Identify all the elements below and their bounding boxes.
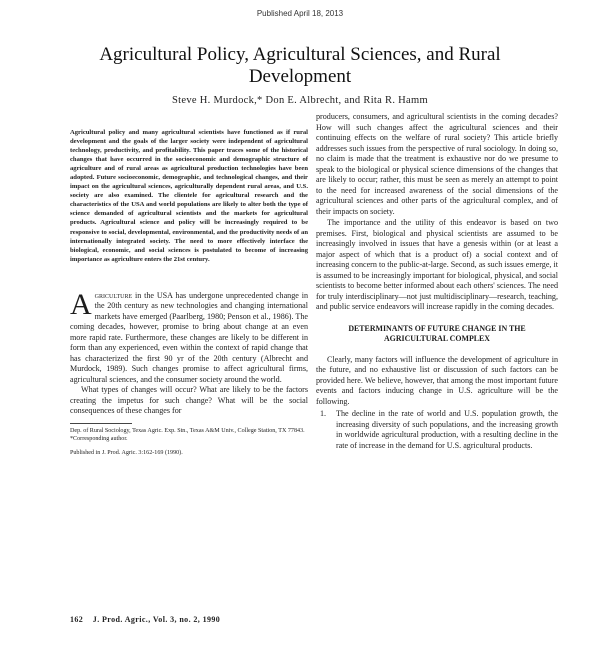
list-number: 1. — [320, 409, 327, 418]
paragraph-2: What types of changes will occur? What are likely to be the factors creating the impetus for such change? What will be the social consequences of these changes for — [70, 385, 308, 416]
article-title: Agricultural Policy, Agricultural Sciences, and Rural Development — [99, 44, 501, 87]
abstract: Agricultural policy and many agricultural scientists have functioned as if rural development and the goals of the larger society were independent of agricultural technology, productivity, and profitability. This paper traces some of the historical changes that have occurred in the socioeconomic and demographic structure of agriculture and of rural areas as agricultural production technologies have been adopted. Future socioeconomic, demographic, and technological changes, and their impact on the agricultural sciences, agriculturally dependent rural areas, and U.S. society are also examined. The clientele for agricultural research and the characteristics of the USA and world populations are likely to alter both the type of science demanded of agricultural scientists and the markets for agricultural products. Agricultural science and policy will be increasingly required to be responsive to social, developmental, environmental, and the productivity needs of an internationally integrated society. The need to more effectively interface the biological, economic, and social sciences is postulated to become of increasing importance as agriculture enters the 21st century. — [70, 129, 308, 263]
intro-smallcaps: griculture — [94, 290, 133, 300]
section-heading: DETERMINANTS OF FUTURE CHANGE IN THE AGRICULTURAL COMPLEX — [348, 323, 526, 343]
list-text: The decline in the rate of world and U.S. population growth, the increasing diversity of such populations, and the increasing growth in worldwide agricultural production, with a resulting decline in the rate of increase in the demand for U.S. agricultural products. — [336, 409, 558, 450]
article-authors: Steve H. Murdock,* Don E. Albrecht, and Rita R. Hamm — [172, 95, 428, 106]
published-date: Published April 18, 2013 — [256, 9, 344, 18]
footnote-publication: Published in J. Prod. Agric. 3:162-169 (1990). — [70, 449, 183, 456]
footnote-rule — [70, 423, 132, 424]
drop-cap: A — [70, 287, 92, 321]
footnote-affiliation: Dep. of Rural Sociology, Texas Agric. Exp. Stn., Texas A&M Univ., College Station, TX 77843. *Corresponding author. — [70, 427, 305, 442]
right-paragraph-2: The importance and the utility of this endeavor is based on two premises. First, biological and physical scientists are assumed to be increasingly involved in issues that have a genesis within (or at least a major aspect of which that is a product of) a social context and of increasing concern to the public-at-large. Second, as such issues emerge, it is assumed to be increasingly important for biological, physical, and social scientists to become better informed about each others' sciences. The need for truly interdisciplinary—not just multidisciplinary—research, teaching, and public service endeavors will increase rapidly in the coming decades. — [316, 218, 558, 311]
list-item — [316, 409, 558, 451]
left-column — [70, 128, 308, 457]
right-paragraph-3: Clearly, many factors will influence the development of agriculture in the future, and no exhaustive list or discussion of such factors can be provided here. We believe, however, that among the most important future events and factors inducing change in U.S. agriculture will be the following. — [316, 354, 558, 406]
page-footer: 162 J. Prod. Agric., Vol. 3, no. 2, 1990 — [70, 615, 221, 624]
intro-text: in the USA has undergone unprecedented change in the 20th century as new technologies and changing international markets have emerged (Paarlberg, 1980; Penson et al., 1986). The coming decades, however, promise to bring about change at an even more rapid rate. Furthermore, these changes are likely to be different in form than any experienced, even within the context of rapid change that has characterized the first 90 yr of the 20th century (Albrecht and Murdock, 1989). Such changes promise to affect agricultural firms, agricultural sciences, and the consumer society around the world. — [70, 290, 308, 384]
right-column — [316, 112, 558, 451]
right-paragraph-1: producers, consumers, and agricultural scientists in the coming decades? How will such changes affect the agricultural sciences and their continuing effects on the welfare of rural society? This article briefly addresses such issues from the perspective of rural sociology. In doing so, no claim is made that the treatment is exhaustive nor do we presume to speak to the biological or physical science dimensions of the changes that are likely to occur; rather, this must be seen as merely an attempt to point to the need for increased awareness of the social dimensions of the agricultural sciences and other parts of the agricultural complex, and of their impacts on society. — [316, 112, 558, 216]
intro-paragraph — [70, 287, 308, 386]
